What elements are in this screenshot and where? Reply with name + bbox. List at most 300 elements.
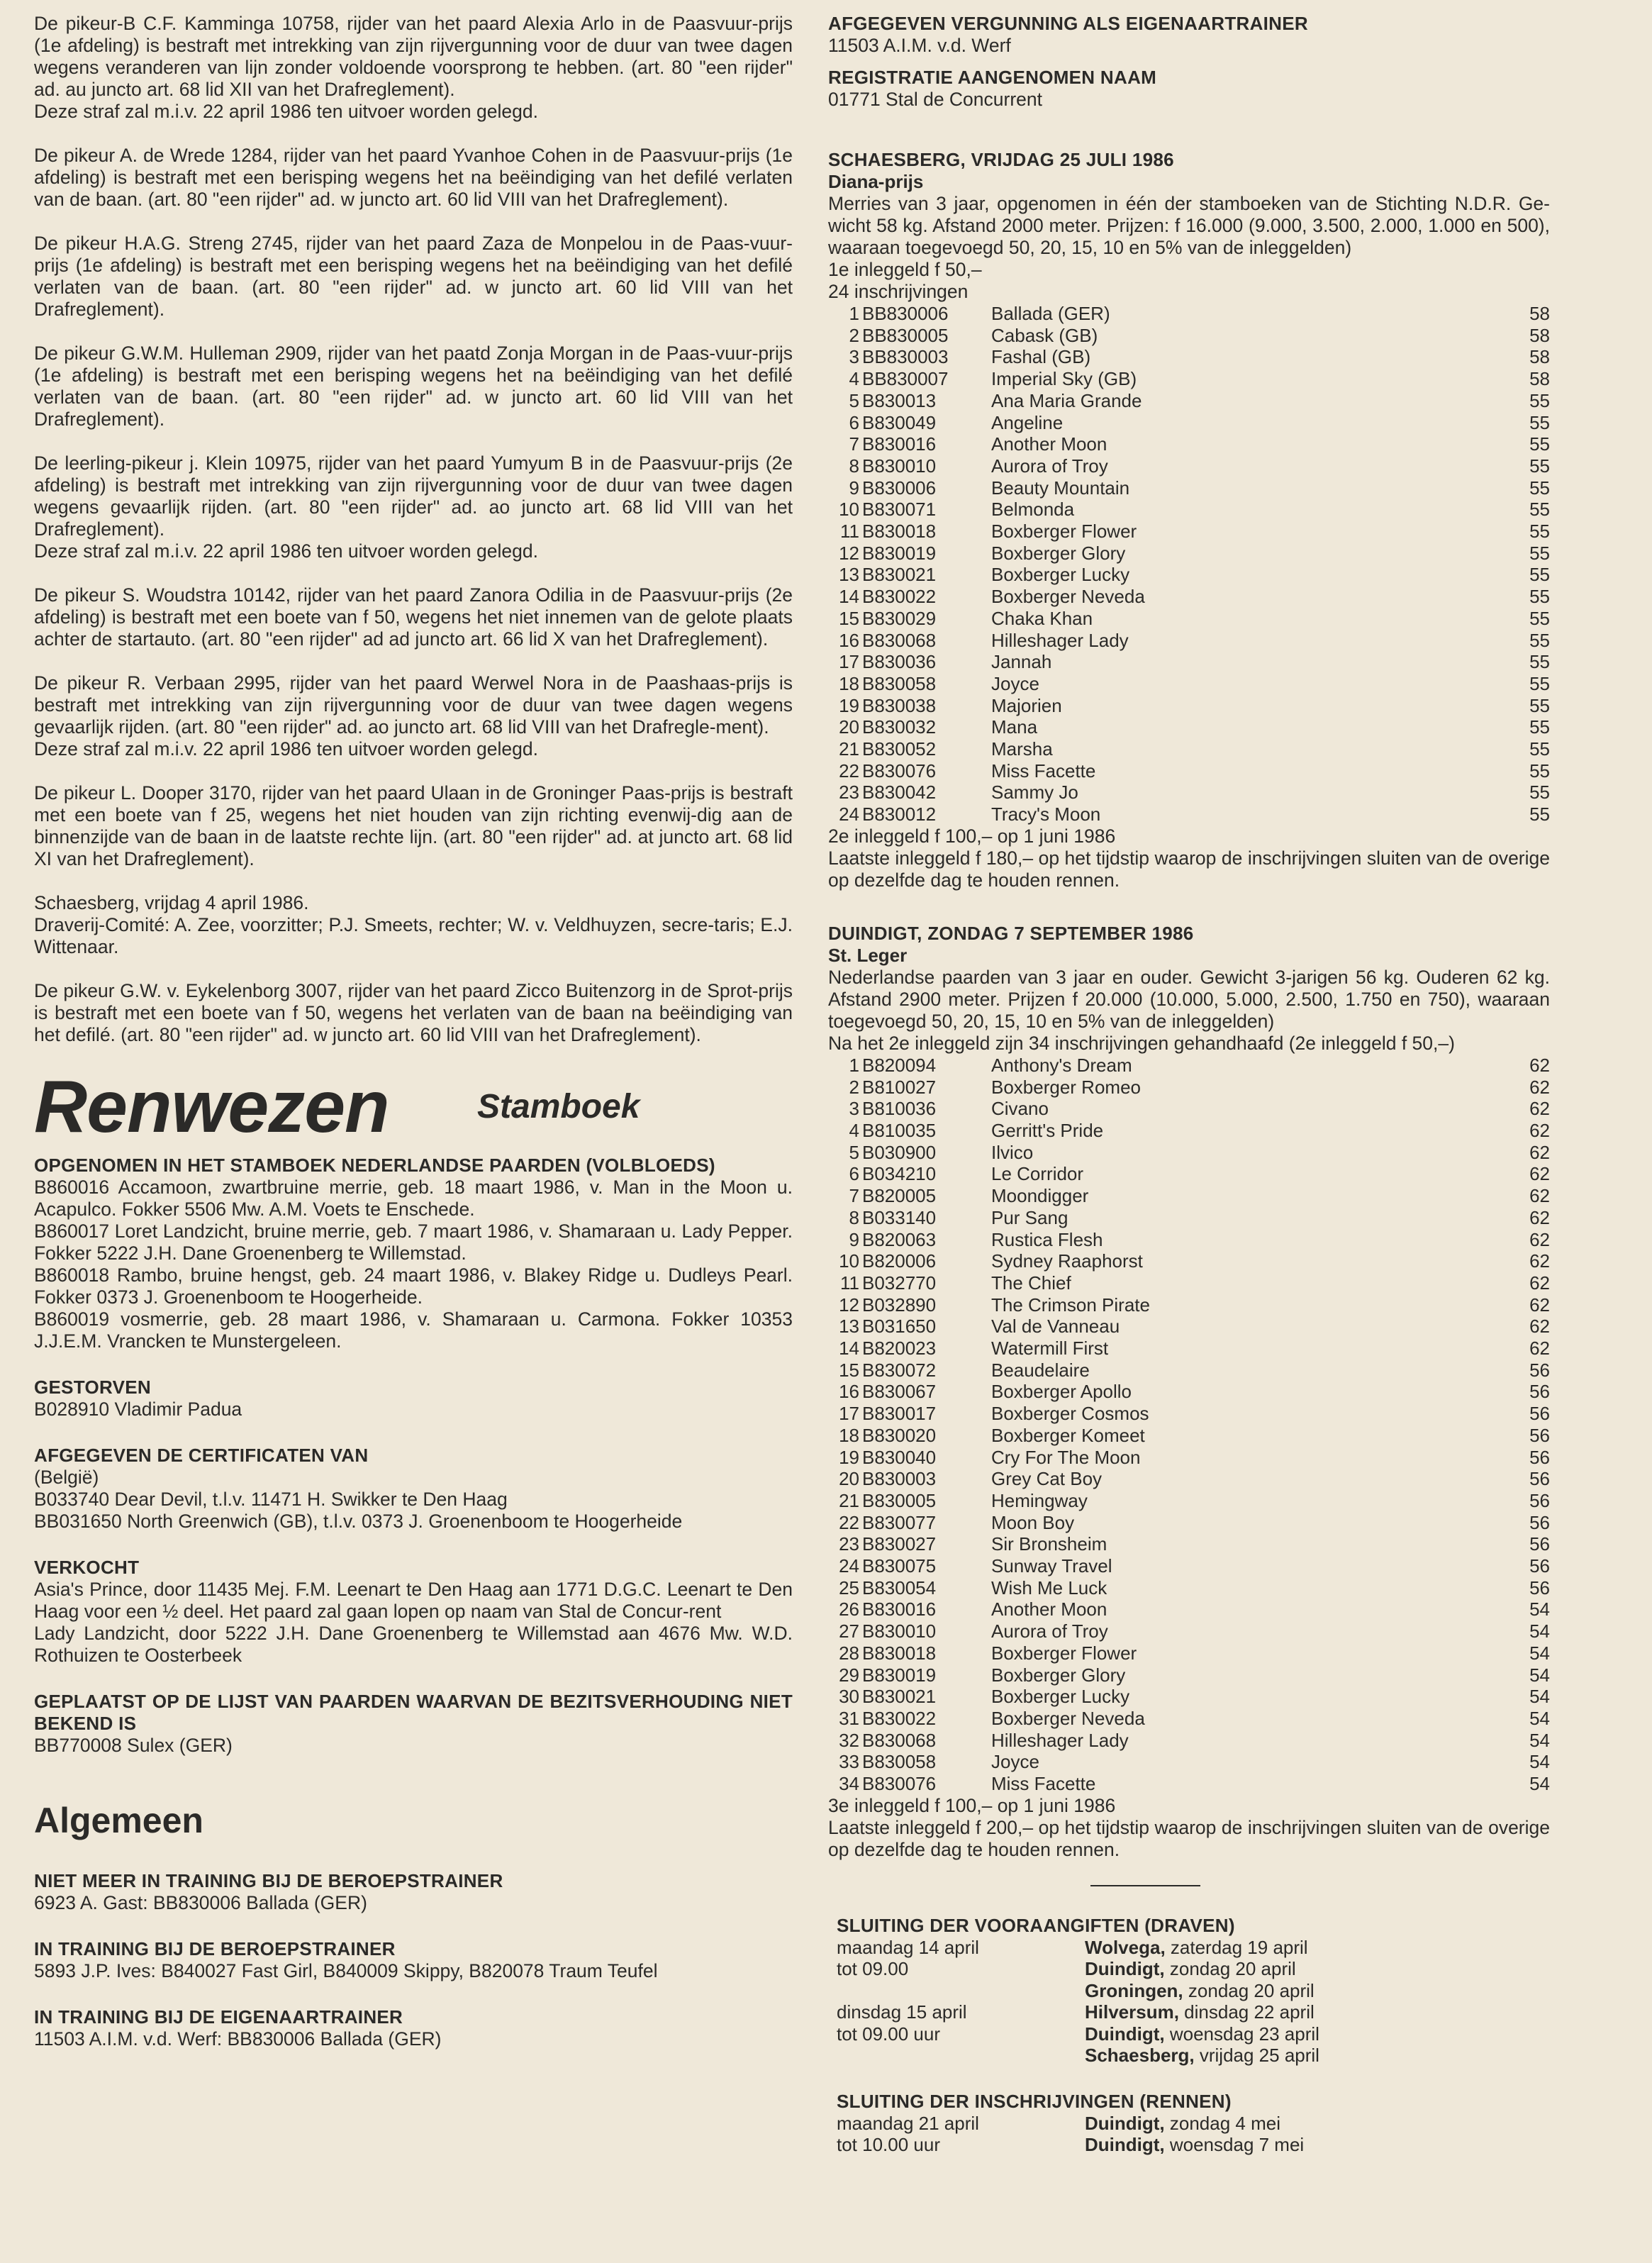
niet-meer-training-head: NIET MEER IN TRAINING BIJ DE BEROEPSTRAINER — [34, 1870, 503, 1891]
entry-name: Cry For The Moon — [991, 1446, 1141, 1468]
entry-name: Val de Vanneau — [991, 1316, 1120, 1338]
meeting — [1085, 2113, 1550, 2135]
entry-weight: 55 — [1529, 694, 1550, 716]
meeting-venue: Duindigt, — [1085, 2112, 1165, 2134]
race-title: Diana-prijs — [828, 171, 924, 192]
entry-row — [828, 1620, 1550, 1642]
entry-weight: 56 — [1529, 1424, 1550, 1446]
entry-code: B830018 — [862, 1642, 937, 1664]
entry-number: 28 — [839, 1642, 859, 1664]
training-eigenaar-block — [34, 2006, 793, 2050]
verkocht-line: Lady Landzicht, door 5222 J.H. Dane Groenenberg te Willemstad aan 4676 Mw. W.D. Rothuizen te Oosterbeek — [34, 1623, 793, 1666]
sluiting-head: SLUITING DER INSCHRIJVINGEN (RENNEN) — [837, 2090, 1232, 2112]
meeting — [1085, 2023, 1550, 2045]
entry-code: B830012 — [862, 804, 937, 825]
entry-number: 15 — [839, 1359, 859, 1381]
entry-code: B033140 — [862, 1206, 937, 1228]
entry-number: 30 — [839, 1686, 859, 1708]
entry-row — [828, 455, 1550, 477]
entry-name: Rustica Flesh — [991, 1228, 1103, 1250]
entry-row — [828, 1338, 1550, 1360]
entry-name: Grey Cat Boy — [991, 1468, 1103, 1490]
entry-weight: 55 — [1529, 542, 1550, 564]
meeting — [1085, 2134, 1550, 2156]
entry-name: Angeline — [991, 411, 1064, 433]
entry-code: B830038 — [862, 694, 937, 716]
entry-number: 9 — [849, 477, 859, 499]
entry-code: B830058 — [862, 672, 937, 694]
entry-number: 9 — [849, 1228, 859, 1250]
meeting-date: woensdag 7 mei — [1164, 2134, 1305, 2156]
entry-name: Boxberger Romeo — [991, 1076, 1141, 1098]
stamboek-block — [34, 1155, 793, 1352]
entry-name: The Crimson Pirate — [991, 1294, 1150, 1316]
race-head: SCHAESBERG, VRIJDAG 25 JULI 1986 — [828, 149, 1174, 170]
entry-number: 34 — [839, 1773, 859, 1795]
entry-name: Sydney Raaphorst — [991, 1250, 1143, 1272]
entry-row — [828, 1425, 1550, 1447]
closing-date: tot 09.00 — [837, 1958, 909, 1980]
entry-number: 2 — [849, 1076, 859, 1098]
entry-row — [828, 412, 1550, 434]
entry-weight: 58 — [1529, 368, 1550, 390]
entry-code: B830067 — [862, 1381, 937, 1403]
entry-name: Boxberger Flower — [991, 521, 1137, 543]
entry-row — [828, 1272, 1550, 1294]
entry-code: B820063 — [862, 1228, 937, 1250]
entry-name: Tracy's Moon — [991, 804, 1101, 825]
entry-row — [828, 564, 1550, 586]
entry-row — [828, 1598, 1550, 1620]
stamboek-line: B860018 Rambo, bruine hengst, geb. 24 maart 1986, v. Blakey Ridge u. Dudleys Pearl. Fokker 0373 J. Groenenboom te Hoogerheide. — [34, 1264, 793, 1308]
meeting-venue: Duindigt, — [1085, 2023, 1165, 2045]
entry-name: Moon Boy — [991, 1511, 1075, 1533]
entry-name: Watermill First — [991, 1338, 1109, 1360]
entry-name: Hilleshager Lady — [991, 629, 1129, 651]
entry-row — [828, 1207, 1550, 1229]
entry-number: 3 — [849, 1098, 859, 1120]
registratie-line: 01771 Stal de Concurrent — [828, 89, 1043, 110]
entry-code: B830032 — [862, 716, 937, 738]
entry-code: B830071 — [862, 499, 937, 521]
entry-name: Cabask (GB) — [991, 324, 1098, 346]
entry-row — [828, 1077, 1550, 1099]
entry-number: 5 — [849, 389, 859, 411]
entry-code: B830017 — [862, 1403, 937, 1425]
race-pre: Na het 2e inleggeld zijn 34 inschrijvingen gehandhaafd (2e inleggeld f 50,–) — [828, 1032, 1455, 1054]
entry-code: B830052 — [862, 738, 937, 760]
entry-weight: 62 — [1529, 1163, 1550, 1185]
entry-code: B830076 — [862, 760, 937, 782]
entry-weight: 62 — [1529, 1119, 1550, 1141]
entry-code: B830016 — [862, 1598, 937, 1620]
entry-weight: 58 — [1529, 346, 1550, 368]
entry-weight: 55 — [1529, 564, 1550, 586]
meeting-venue: Schaesberg, — [1085, 2045, 1195, 2067]
entry-number: 8 — [849, 1206, 859, 1228]
entry-number: 13 — [839, 1316, 859, 1338]
entry-code: B830049 — [862, 411, 937, 433]
entry-weight: 54 — [1529, 1751, 1550, 1773]
entry-row — [828, 1751, 1550, 1773]
entry-weight: 58 — [1529, 303, 1550, 324]
entry-weight: 62 — [1529, 1250, 1550, 1272]
entry-name: Hemingway — [991, 1489, 1088, 1511]
entry-code: BB830005 — [862, 324, 949, 346]
entry-weight: 54 — [1529, 1686, 1550, 1708]
entry-code: B830068 — [862, 1729, 937, 1751]
entry-weight: 62 — [1529, 1294, 1550, 1316]
entry-row — [828, 1664, 1550, 1686]
entry-weight: 54 — [1529, 1598, 1550, 1620]
entry-weight: 55 — [1529, 433, 1550, 455]
entry-row — [828, 303, 1550, 325]
entry-code: BB830006 — [862, 303, 949, 324]
race-duindigt — [828, 923, 1550, 1861]
entry-number: 4 — [849, 1119, 859, 1141]
entry-code: B034210 — [862, 1163, 937, 1185]
entry-code: B810036 — [862, 1098, 937, 1120]
entry-number: 11 — [840, 521, 859, 543]
entry-code: B820023 — [862, 1338, 937, 1360]
entry-code: B030900 — [862, 1141, 937, 1163]
entry-code: B830003 — [862, 1468, 937, 1490]
entry-name: Boxberger Lucky — [991, 1686, 1130, 1708]
entry-weight: 56 — [1529, 1489, 1550, 1511]
meeting-venue: Duindigt, — [1085, 2134, 1165, 2156]
entry-row — [828, 521, 1550, 543]
entry-number: 7 — [849, 433, 859, 455]
entry-row — [828, 1642, 1550, 1664]
entry-name: Boxberger Neveda — [991, 1707, 1145, 1729]
entry-weight: 55 — [1529, 738, 1550, 760]
penalty-text: De pikeur G.W. v. Eykelenborg 3007, rijder van het paard Zicco Buitenzorg in de Sprot-prijs is bestraft met een boete van f 50, wegens het verlaten van de baan na beëindiging van het defilé. (art. 80 "een rijder" ad. w juncto art. 60 lid VIII van het Drafreglement). — [34, 980, 793, 1045]
entry-code: B830022 — [862, 1707, 937, 1729]
stamboek-line: B860016 Accamoon, zwartbruine merrie, geb. 18 maart 1986, v. Man in the Moon u. Acapulco. Fokker 5506 Mw. A.M. Voets te Enschede. — [34, 1177, 793, 1220]
entry-code: B830040 — [862, 1446, 937, 1468]
entry-row — [828, 804, 1550, 825]
entry-number: 8 — [849, 455, 859, 477]
entry-number: 32 — [839, 1729, 859, 1751]
entry-code: BB830007 — [862, 368, 949, 390]
stamboek-subtitle: Stamboek — [477, 1088, 640, 1125]
entry-code: B830021 — [862, 1686, 937, 1708]
entry-row — [828, 673, 1550, 695]
entry-row — [828, 1142, 1550, 1164]
entry-name: Aurora of Troy — [991, 1620, 1108, 1642]
entry-row — [828, 1360, 1550, 1381]
stamboek-line: B860019 vosmerrie, geb. 28 maart 1986, v. Shamaraan u. Carmona. Fokker 10353 J.J.E.M. Vrancken te Munstergeleen. — [34, 1308, 793, 1352]
entry-number: 19 — [839, 694, 859, 716]
entry-code: B830058 — [862, 1751, 937, 1773]
committee: Draverij-Comité: A. Zee, voorzitter; P.J. Smeets, rechter; W. v. Veldhuyzen, secre-taris; E.J. Wittenaar. — [34, 914, 793, 957]
entry-name: Boxberger Neveda — [991, 586, 1145, 608]
entry-row — [828, 695, 1550, 717]
race-head: DUINDIGT, ZONDAG 7 SEPTEMBER 1986 — [828, 922, 1194, 944]
entry-weight: 62 — [1529, 1338, 1550, 1360]
penalties-section — [34, 13, 793, 1046]
sluiting-grid — [837, 1937, 1550, 2067]
entry-weight: 62 — [1529, 1141, 1550, 1163]
entry-row — [828, 1229, 1550, 1251]
entry-number: 12 — [839, 1294, 859, 1316]
right-column — [828, 13, 1550, 2180]
entry-row — [828, 1250, 1550, 1272]
entry-code: B830042 — [862, 782, 937, 804]
entry-code: B820005 — [862, 1185, 937, 1207]
entry-weight: 56 — [1529, 1577, 1550, 1598]
entry-code: B031650 — [862, 1316, 937, 1338]
entry-weight: 55 — [1529, 499, 1550, 521]
entry-row — [828, 1533, 1550, 1555]
meeting-venue: Wolvega, — [1085, 1936, 1166, 1958]
entry-name: Joyce — [991, 1751, 1039, 1773]
entry-weight: 62 — [1529, 1206, 1550, 1228]
entry-number: 10 — [839, 499, 859, 521]
entry-code: B830029 — [862, 607, 937, 629]
entry-weight: 54 — [1529, 1707, 1550, 1729]
entry-number: 18 — [839, 672, 859, 694]
entry-weight: 54 — [1529, 1773, 1550, 1795]
entry-weight: 56 — [1529, 1511, 1550, 1533]
left-column — [34, 13, 793, 2074]
entry-number: 23 — [839, 1533, 859, 1555]
entry-row — [828, 651, 1550, 673]
entry-code: B830006 — [862, 477, 937, 499]
meeting-date: zaterdag 19 april — [1165, 1936, 1308, 1958]
gestorven-block — [34, 1377, 793, 1420]
entry-row — [828, 760, 1550, 782]
certificaten-line: (België) — [34, 1467, 99, 1488]
entry-row — [828, 1055, 1550, 1077]
entry-name: Boxberger Glory — [991, 1664, 1126, 1686]
entry-row — [828, 1403, 1550, 1425]
entry-code: BB830003 — [862, 346, 949, 368]
entry-name: Sunway Travel — [991, 1555, 1112, 1577]
divider — [1090, 1885, 1200, 1886]
certificaten-block — [34, 1445, 793, 1533]
entry-name: The Chief — [991, 1272, 1071, 1294]
entry-name: Beauty Mountain — [991, 477, 1130, 499]
entry-weight: 55 — [1529, 672, 1550, 694]
entry-weight: 56 — [1529, 1533, 1550, 1555]
entry-code: B830010 — [862, 455, 937, 477]
renwezen-heading — [34, 1068, 793, 1146]
vergunning-line: 11503 A.I.M. v.d. Werf — [828, 35, 1011, 56]
entry-name: Ilvico — [991, 1141, 1034, 1163]
entry-row — [828, 368, 1550, 390]
meeting-date: zondag 20 april — [1183, 1979, 1315, 2001]
meeting-date: zondag 4 mei — [1164, 2112, 1280, 2134]
entry-weight: 55 — [1529, 716, 1550, 738]
algemeen-title: Algemeen — [34, 1801, 203, 1840]
entry-name: Ballada (GER) — [991, 303, 1110, 324]
entry-weight: 62 — [1529, 1316, 1550, 1338]
entry-row — [828, 1294, 1550, 1316]
meeting — [1085, 1937, 1550, 1959]
penalty-text: De pikeur G.W.M. Hulleman 2909, rijder van het paatd Zonja Morgan in de Paas-vuur-prijs (1e afdeling) is bestraft met een berisping wegens het na beëindiging van het defilé verlaten van de baan. (art. 80 "een rijder" ad. w juncto art. 60 lid VIII van het Drafreglement). — [34, 343, 793, 430]
entry-row — [828, 716, 1550, 738]
race-pre: 1e inleggeld f 50,– — [828, 259, 982, 280]
race-description: Merries van 3 jaar, opgenomen in één der stamboeken van de Stichting N.D.R. Ge-wicht 58 kg. Afstand 2000 meter. Prijzen: f 16.000 (9.000, 3.500, 2.000, 1.000 en 500), waaraan toegevoegd 50, 20, 15, 10 en 5% van de inleggelden) — [828, 193, 1550, 258]
penalty-text: De pikeur S. Woudstra 10142, rijder van het paard Zanora Odilia in de Paasvuur-prijs (2e afdeling) is bestraft met een boete van f 50, wegens het niet innemen van de gelote plaats achter de startauto. (art. 80 "een rijder" ad ad juncto art. 66 lid X van het Drafreglement). — [34, 584, 793, 650]
entry-row — [828, 1730, 1550, 1752]
entry-name: Boxberger Cosmos — [991, 1403, 1149, 1425]
entry-name: Mana — [991, 716, 1038, 738]
entry-weight: 62 — [1529, 1076, 1550, 1098]
closing-date: dinsdag 15 april — [837, 2001, 967, 2023]
entry-number: 12 — [839, 542, 859, 564]
registratie-block — [828, 67, 1550, 111]
entry-number: 24 — [839, 804, 859, 825]
entry-weight: 54 — [1529, 1729, 1550, 1751]
sluiting-grid — [837, 2113, 1550, 2156]
entry-number: 1 — [849, 1054, 859, 1076]
entry-weight: 55 — [1529, 651, 1550, 673]
penalty-text: De pikeur L. Dooper 3170, rijder van het paard Ulaan in de Groninger Paas-prijs is bestraft met een boete van f 25, wegens het niet houden van zijn richting evenwij-dig aan de binnenzijde van de baan in de laatste rechte lijn. (art. 80 "een rijder" ad. at juncto art. 68 lid XI van het Drafreglement). — [34, 782, 793, 869]
entry-number: 14 — [839, 586, 859, 608]
stamboek-line: B860017 Loret Landzicht, bruine merrie, geb. 7 maart 1986, v. Shamaraan u. Lady Pepper. Fokker 5222 J.H. Dane Groenenberg te Willemstad. — [34, 1221, 793, 1264]
entry-name: Le Corridor — [991, 1163, 1084, 1185]
entry-number: 3 — [849, 346, 859, 368]
entry-name: Miss Facette — [991, 1773, 1096, 1795]
entry-weight: 55 — [1529, 389, 1550, 411]
entry-row — [828, 1555, 1550, 1577]
entry-row — [828, 630, 1550, 652]
entry-name: Wish Me Luck — [991, 1577, 1107, 1598]
sluiting-vooraangiften — [837, 1915, 1550, 2067]
meeting — [1085, 1980, 1550, 2002]
lijst-block — [34, 1691, 793, 1757]
sluiting-inschrijvingen — [837, 2091, 1550, 2156]
certificaten-line: BB031650 North Greenwich (GB), t.l.v. 0373 J. Groenenboom te Hoogerheide — [34, 1511, 683, 1532]
closing-date: maandag 14 april — [837, 1936, 979, 1958]
entry-weight: 54 — [1529, 1664, 1550, 1686]
entry-code: B830019 — [862, 1664, 937, 1686]
entry-row — [828, 1120, 1550, 1142]
entry-number: 17 — [839, 1403, 859, 1425]
meeting-venue: Groningen, — [1085, 1979, 1183, 2001]
meeting — [1085, 1958, 1550, 1980]
entry-row — [828, 608, 1550, 630]
niet-meer-training-line: 6923 A. Gast: BB830006 Ballada (GER) — [34, 1892, 367, 1913]
entry-row — [828, 390, 1550, 412]
signature-date: Schaesberg, vrijdag 4 april 1986. — [34, 892, 309, 913]
entry-row — [828, 477, 1550, 499]
entry-number: 20 — [839, 716, 859, 738]
entry-weight: 55 — [1529, 477, 1550, 499]
gestorven-head: GESTORVEN — [34, 1377, 152, 1398]
entry-row — [828, 1316, 1550, 1338]
entry-name: Another Moon — [991, 1598, 1107, 1620]
training-eigenaar-head: IN TRAINING BIJ DE EIGENAARTRAINER — [34, 2006, 403, 2028]
entry-weight: 55 — [1529, 455, 1550, 477]
meeting-venue: Duindigt, — [1085, 1958, 1165, 1980]
entry-row — [828, 1773, 1550, 1795]
entry-weight: 62 — [1529, 1272, 1550, 1294]
entry-row — [828, 499, 1550, 521]
entry-number: 13 — [839, 564, 859, 586]
entry-row — [828, 1163, 1550, 1185]
penalty-text: De pikeur R. Verbaan 2995, rijder van het paard Werwel Nora in de Paashaas-prijs is bestraft met intrekking van zijn rijvergunning voor de duur van twee dagen wegens gevaarlijk rijden. (art. 80 "een rijder" ad. ao juncto art. 68 lid VIII van het Drafregle-ment). — [34, 672, 793, 738]
race-title: St. Leger — [828, 944, 908, 966]
entry-code: B830075 — [862, 1555, 937, 1577]
entry-weight: 62 — [1529, 1098, 1550, 1120]
entry-number: 19 — [839, 1446, 859, 1468]
entry-number: 10 — [839, 1250, 859, 1272]
verkocht-head: VERKOCHT — [34, 1557, 140, 1578]
entry-number: 21 — [839, 1489, 859, 1511]
entry-weight: 62 — [1529, 1228, 1550, 1250]
entry-number: 2 — [849, 324, 859, 346]
entry-weight: 56 — [1529, 1381, 1550, 1403]
entry-name: Moondigger — [991, 1185, 1089, 1207]
entry-code: B830077 — [862, 1511, 937, 1533]
lijst-line: BB770008 Sulex (GER) — [34, 1735, 233, 1756]
entry-number: 4 — [849, 368, 859, 390]
entry-code: B830005 — [862, 1489, 937, 1511]
entry-name: Hilleshager Lady — [991, 1729, 1129, 1751]
lijst-head: GEPLAATST OP DE LIJST VAN PAARDEN WAARVAN DE BEZITSVERHOUDING NIET BEKEND IS — [34, 1691, 793, 1734]
entry-number: 33 — [839, 1751, 859, 1773]
niet-meer-training-block — [34, 1870, 793, 1914]
entry-weight: 54 — [1529, 1642, 1550, 1664]
entry-name: Jannah — [991, 651, 1052, 673]
entry-code: B830068 — [862, 629, 937, 651]
entry-row — [828, 346, 1550, 368]
entry-name: Boxberger Komeet — [991, 1424, 1145, 1446]
renwezen-title: Renwezen — [34, 1066, 389, 1148]
entry-weight: 56 — [1529, 1446, 1550, 1468]
entry-number: 15 — [839, 607, 859, 629]
penalty-text: Deze straf zal m.i.v. 22 april 1986 ten uitvoer worden gelegd. — [34, 101, 538, 122]
entry-weight: 55 — [1529, 782, 1550, 804]
entry-number: 11 — [840, 1272, 859, 1294]
entry-number: 17 — [839, 651, 859, 673]
entry-code: B810027 — [862, 1076, 937, 1098]
entry-code: B830022 — [862, 586, 937, 608]
entry-code: B830027 — [862, 1533, 937, 1555]
entry-number: 26 — [839, 1598, 859, 1620]
entry-number: 20 — [839, 1468, 859, 1490]
closing-date: maandag 21 april — [837, 2112, 979, 2134]
entry-name: Joyce — [991, 672, 1039, 694]
certificaten-line: B033740 Dear Devil, t.l.v. 11471 H. Swikker te Den Haag — [34, 1489, 508, 1510]
entry-weight: 55 — [1529, 629, 1550, 651]
meeting-date: zondag 20 april — [1164, 1958, 1296, 1980]
entry-number: 24 — [839, 1555, 859, 1577]
entry-name: Beaudelaire — [991, 1359, 1090, 1381]
entry-number: 21 — [839, 738, 859, 760]
vergunning-block — [828, 13, 1550, 57]
entry-row — [828, 1468, 1550, 1490]
entry-number: 6 — [849, 411, 859, 433]
entry-code: B830072 — [862, 1359, 937, 1381]
entry-weight: 56 — [1529, 1403, 1550, 1425]
entry-weight: 54 — [1529, 1620, 1550, 1642]
entry-name: Belmonda — [991, 499, 1075, 521]
entry-name: Imperial Sky (GB) — [991, 368, 1137, 390]
entry-code: B830018 — [862, 521, 937, 543]
entry-row — [828, 1447, 1550, 1469]
entry-weight: 55 — [1529, 804, 1550, 825]
entry-number: 5 — [849, 1141, 859, 1163]
entry-row — [828, 1381, 1550, 1403]
vergunning-head: AFGEGEVEN VERGUNNING ALS EIGENAARTRAINER — [828, 13, 1308, 34]
verkocht-block — [34, 1557, 793, 1667]
entry-name: Boxberger Glory — [991, 542, 1126, 564]
entry-row — [828, 1686, 1550, 1708]
